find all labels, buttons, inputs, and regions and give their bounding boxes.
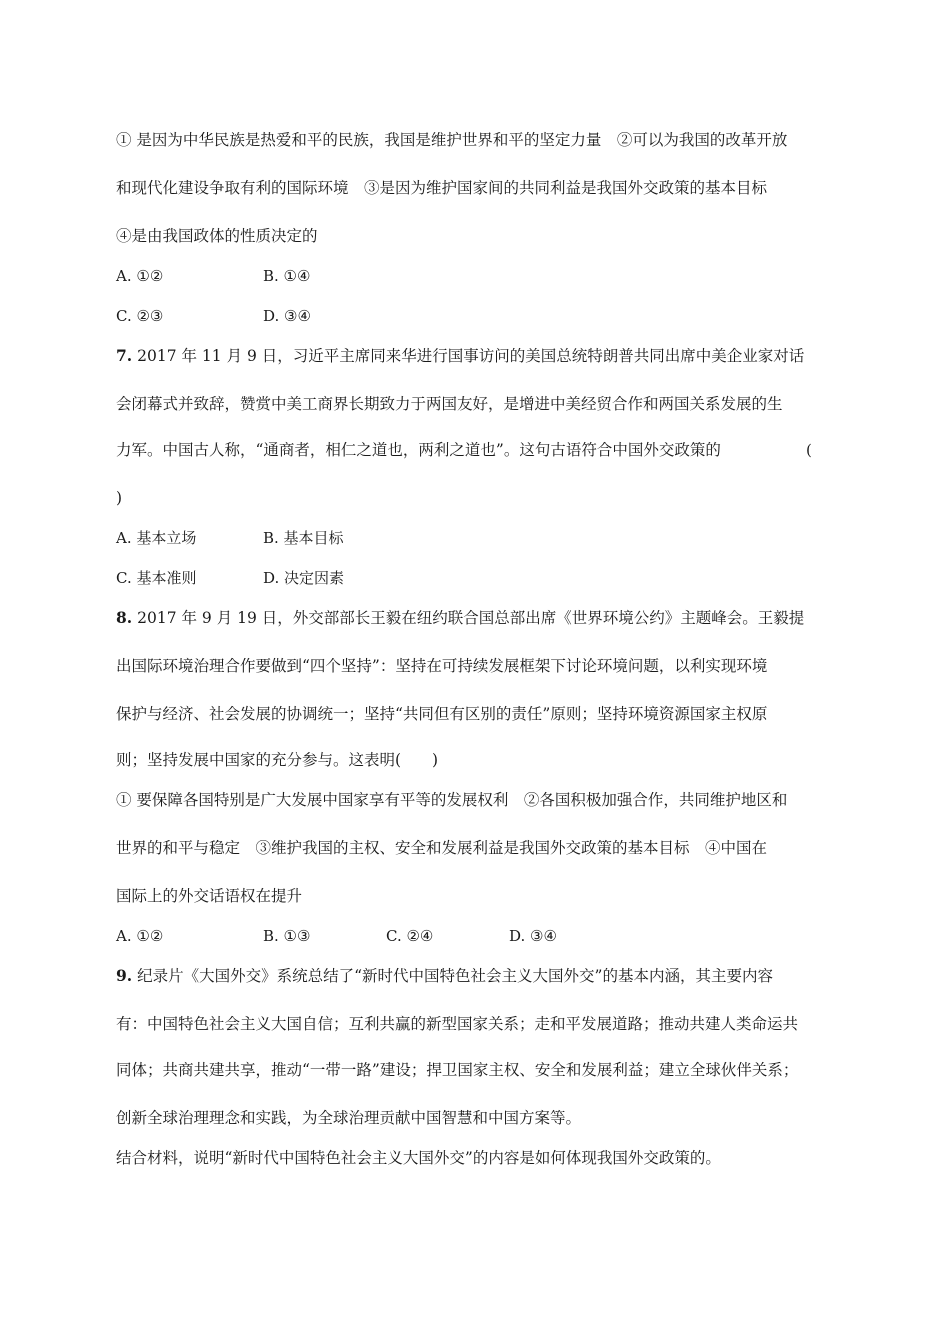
q7-option-a[interactable]: A. 基本立场: [116, 529, 197, 547]
q8-stem-line-1: [116, 608, 804, 628]
q7-stem-line-1: [116, 346, 804, 366]
q7-option-c[interactable]: C. 基本准则: [116, 569, 197, 587]
q6-statement-line-2: 和现代化建设争取有利的国际环境 ③是因为维护国家间的共同利益是我国外交政策的基本目标: [116, 179, 768, 197]
q8-statement-line-1: ① 要保障各国特别是广大发展中国家享有平等的发展权利 ②各国积极加强合作，共同维护地区和: [116, 791, 788, 809]
q6-option-a[interactable]: A. ①②: [116, 267, 164, 285]
q6-option-b[interactable]: B. ①④: [263, 267, 311, 285]
q9-question: 结合材料，说明“新时代中国特色社会主义大国外交”的内容是如何体现我国外交政策的。: [116, 1149, 721, 1167]
q7-stem-line-3: 力军。中国古人称，“通商者，相仁之道也，两利之道也”。这句古语符合中国外交政策的: [116, 441, 721, 459]
q9-stem-line-3: 同体；共商共建共享，推动“一带一路”建设；捍卫国家主权、安全和发展利益；建立全球伙伴关系；: [116, 1061, 799, 1079]
q7-line-1-text: 2017 年 11 月 9 日，习近平主席同来华进行国事访问的美国总统特朗普共同出席中美企业家对话: [132, 347, 805, 365]
q9-stem-line-2: 有：中国特色社会主义大国自信；互利共赢的新型国家关系；走和平发展道路；推动共建人类命运共: [116, 1015, 799, 1033]
q8-statement-line-3: 国际上的外交话语权在提升: [116, 887, 303, 905]
q8-option-d[interactable]: D. ③④: [509, 927, 557, 945]
q8-option-c[interactable]: C. ②④: [386, 927, 434, 945]
q9-line-1-text: 纪录片《大国外交》系统总结了“新时代中国特色社会主义大国外交”的基本内涵，其主要内容: [132, 967, 773, 985]
q7-option-d[interactable]: D. 决定因素: [263, 569, 345, 587]
q8-number: 8.: [116, 608, 133, 627]
q9-stem-line-4: 创新全球治理理念和实践，为全球治理贡献中国智慧和中国方案等。: [116, 1109, 582, 1127]
q6-statement-line-3: ④是由我国政体的性质决定的: [116, 227, 318, 245]
q7-answer-paren-close: ): [116, 489, 123, 507]
q7-answer-paren-open: (: [806, 441, 812, 459]
q7-stem-line-2: 会闭幕式并致辞，赞赏中美工商界长期致力于两国友好，是增进中美经贸合作和两国关系发展的生: [116, 395, 783, 413]
q8-statement-line-2: 世界的和平与稳定 ③维护我国的主权、安全和发展利益是我国外交政策的基本目标 ④中国在: [116, 839, 768, 857]
q8-option-a[interactable]: A. ①②: [116, 927, 164, 945]
q8-option-b[interactable]: B. ①③: [263, 927, 311, 945]
q7-number: 7.: [116, 346, 133, 365]
q8-line-1-text: 2017 年 9 月 19 日，外交部部长王毅在纽约联合国总部出席《世界环境公约》主题峰会。王毅提: [132, 609, 805, 627]
q6-option-d[interactable]: D. ③④: [263, 307, 311, 325]
q6-option-c[interactable]: C. ②③: [116, 307, 164, 325]
q6-statement-line-1: ① 是因为中华民族是热爱和平的民族，我国是维护世界和平的坚定力量 ②可以为我国的改革开放: [116, 131, 788, 149]
q8-stem-line-3: 保护与经济、社会发展的协调统一；坚持“共同但有区别的责任”原则；坚持环境资源国家主权原: [116, 705, 768, 723]
q9-number: 9.: [116, 966, 133, 985]
q9-stem-line-1: [116, 966, 773, 986]
q7-option-b[interactable]: B. 基本目标: [263, 529, 344, 547]
q8-stem-line-2: 出国际环境治理合作要做到“四个坚持”：坚持在可持续发展框架下讨论环境问题，以利实现环境: [116, 657, 768, 675]
q8-stem-line-4: 则；坚持发展中国家的充分参与。这表明( ): [116, 751, 439, 769]
